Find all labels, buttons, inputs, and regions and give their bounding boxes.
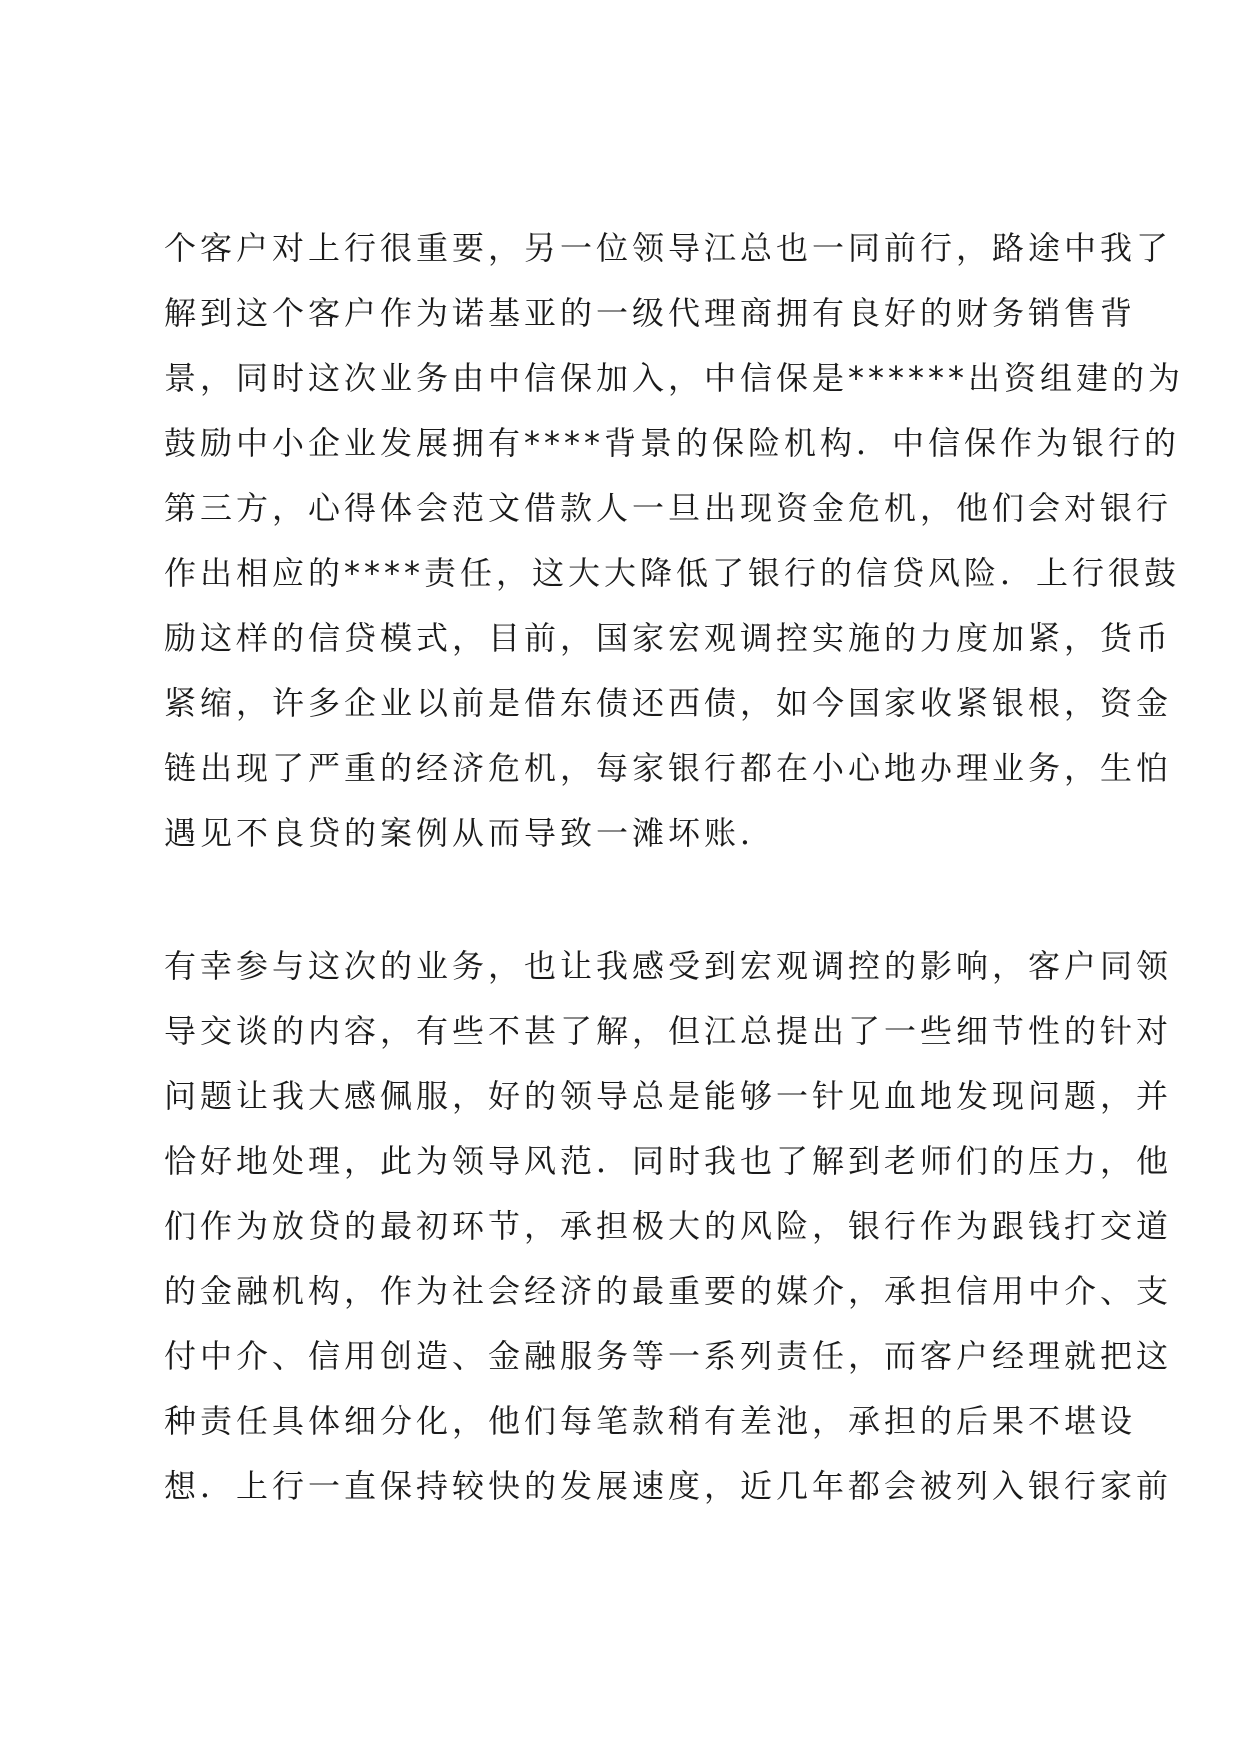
text-line: 恰好地处理，此为领导风范．同时我也了解到老师们的压力，他 bbox=[164, 1142, 1173, 1180]
text-line: 紧缩，许多企业以前是借东债还西债，如今国家收紧银根，资金 bbox=[164, 684, 1173, 722]
text-line: 遇见不良贷的案例从而导致一滩坏账． bbox=[164, 814, 777, 852]
text-line: 个客户对上行很重要，另一位领导江总也一同前行，路途中我了 bbox=[164, 229, 1173, 267]
text-line: 想．上行一直保持较快的发展速度，近几年都会被列入银行家前 bbox=[164, 1467, 1173, 1505]
text-line: 链出现了严重的经济危机，每家银行都在小心地办理业务，生怕 bbox=[164, 749, 1173, 787]
text-line: 付中介、信用创造、金融服务等一系列责任，而客户经理就把这 bbox=[164, 1337, 1173, 1375]
text-line: 问题让我大感佩服，好的领导总是能够一针见血地发现问题，并 bbox=[164, 1077, 1173, 1115]
text-line: 第三方，心得体会范文借款人一旦出现资金危机，他们会对银行 bbox=[164, 489, 1173, 527]
text-line: 景，同时这次业务由中信保加入，中信保是******出资组建的为 bbox=[164, 359, 1185, 397]
paragraph-1 bbox=[164, 216, 1185, 866]
text-line: 解到这个客户作为诺基亚的一级代理商拥有良好的财务销售背 bbox=[164, 294, 1137, 332]
text-line: 们作为放贷的最初环节，承担极大的风险，银行作为跟钱打交道 bbox=[164, 1207, 1173, 1245]
text-line: 种责任具体细分化，他们每笔款稍有差池，承担的后果不堪设 bbox=[164, 1402, 1137, 1440]
text-line: 励这样的信贷模式，目前，国家宏观调控实施的力度加紧，货币 bbox=[164, 619, 1173, 657]
text-line: 有幸参与这次的业务，也让我感受到宏观调控的影响，客户同领 bbox=[164, 947, 1173, 985]
text-line: 的金融机构，作为社会经济的最重要的媒介，承担信用中介、支 bbox=[164, 1272, 1173, 1310]
text-line: 作出相应的****责任，这大大降低了银行的信贷风险．上行很鼓 bbox=[164, 554, 1181, 592]
paragraph-2 bbox=[164, 934, 1173, 1519]
text-line: 鼓励中小企业发展拥有****背景的保险机构．中信保作为银行的 bbox=[164, 424, 1181, 462]
text-line: 导交谈的内容，有些不甚了解，但江总提出了一些细节性的针对 bbox=[164, 1012, 1173, 1050]
